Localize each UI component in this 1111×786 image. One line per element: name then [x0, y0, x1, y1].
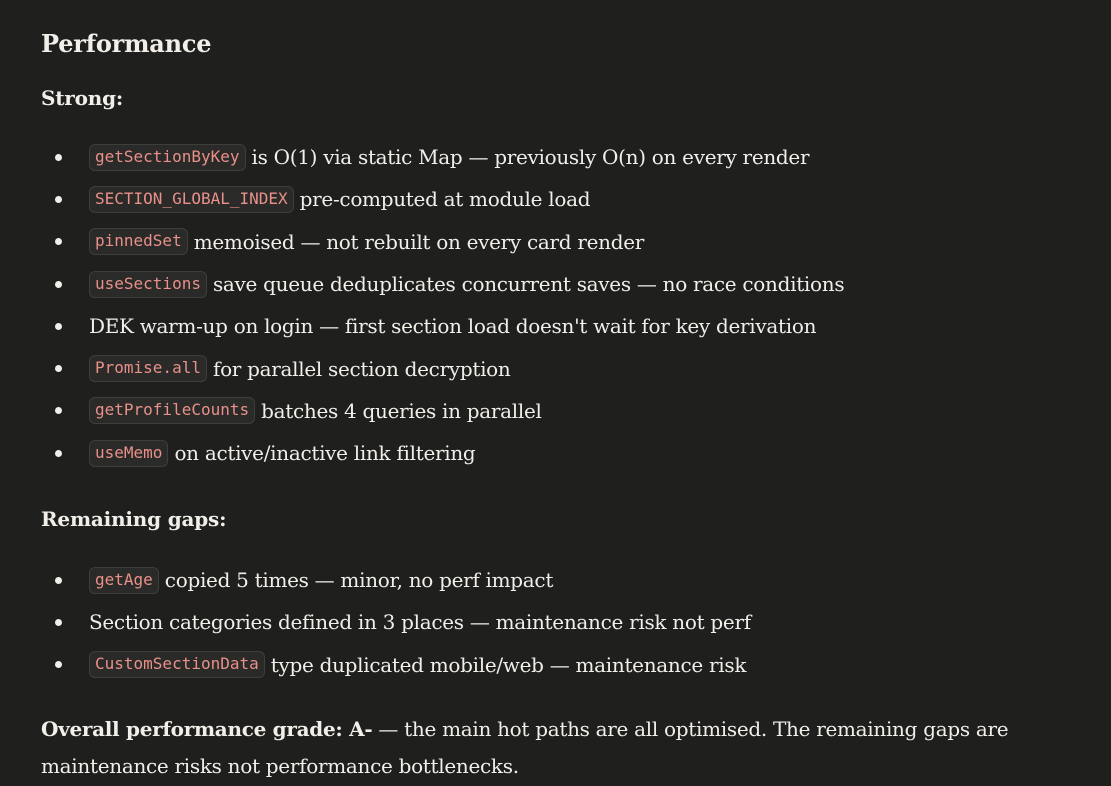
item-text: Section categories defined in 3 places — maintenance risk not perf — [89, 610, 751, 635]
list-item — [41, 601, 1081, 643]
inline-code: useSections — [89, 271, 207, 298]
item-text: save queue deduplicates concurrent saves — no race conditions — [212, 272, 845, 297]
item-text: batches 4 queries in parallel — [261, 398, 542, 423]
inline-code: getAge — [89, 567, 159, 594]
inline-code: Promise.all — [89, 355, 207, 382]
bullet-icon — [55, 577, 62, 584]
bullet-icon — [55, 407, 62, 414]
summary-paragraph — [41, 711, 1071, 785]
item-text: is O(1) via static Map — previously O(n) on every render — [251, 145, 810, 170]
item-text: copied 5 times — minor, no perf impact — [164, 568, 554, 593]
list-item — [41, 347, 1081, 389]
list-item — [41, 559, 1081, 601]
item-text: memoised — not rebuilt on every card render — [193, 229, 644, 254]
bullet-icon — [55, 450, 62, 457]
item-text: on active/inactive link filtering — [174, 441, 476, 466]
section-heading: Performance — [41, 29, 212, 58]
list-item — [41, 432, 1081, 474]
summary-grade: Overall performance grade: A- — [41, 717, 373, 741]
gaps-list — [41, 559, 1081, 686]
inline-code: useMemo — [89, 440, 168, 467]
bullet-icon — [55, 661, 62, 668]
inline-code: CustomSectionData — [89, 651, 265, 678]
strong-list — [41, 136, 1081, 474]
bullet-icon — [55, 196, 62, 203]
item-text: type duplicated mobile/web — maintenance risk — [270, 652, 747, 677]
list-item — [41, 263, 1081, 305]
bullet-icon — [55, 323, 62, 330]
summary-text: — the main hot paths are all optimised. The remaining gaps are maintenance risks not performance bottlenecks. — [41, 717, 1009, 778]
bullet-icon — [55, 238, 62, 245]
inline-code: SECTION_GLOBAL_INDEX — [89, 186, 294, 213]
gaps-heading: Remaining gaps: — [41, 507, 227, 531]
item-text: pre-computed at module load — [299, 187, 591, 212]
bullet-icon — [55, 281, 62, 288]
list-item — [41, 305, 1081, 347]
inline-code: getProfileCounts — [89, 397, 255, 424]
strong-heading: Strong: — [41, 86, 124, 110]
bullet-icon — [55, 619, 62, 626]
list-item — [41, 390, 1081, 432]
list-item — [41, 644, 1081, 686]
bullet-icon — [55, 365, 62, 372]
inline-code: getSectionByKey — [89, 144, 246, 171]
item-text: DEK warm-up on login — first section load doesn't wait for key derivation — [89, 314, 817, 339]
item-text: for parallel section decryption — [212, 356, 511, 381]
list-item — [41, 178, 1081, 220]
list-item — [41, 221, 1081, 263]
list-item — [41, 136, 1081, 178]
inline-code: pinnedSet — [89, 228, 188, 255]
bullet-icon — [55, 154, 62, 161]
